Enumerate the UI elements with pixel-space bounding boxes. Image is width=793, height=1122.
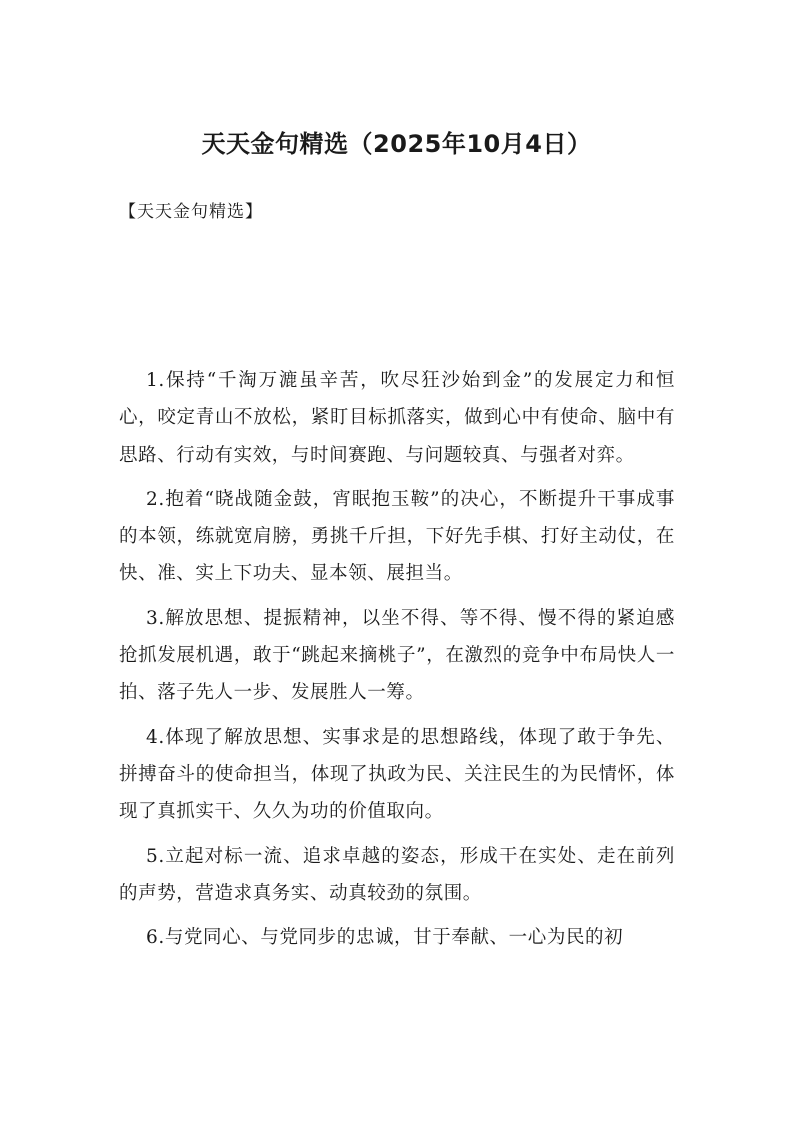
quote-paragraph-5: 5.立起对标一流、追求卓越的姿态，形成干在实处、走在前列的声势，营造求真务实、动真较劲的氛围。 xyxy=(119,845,675,904)
quote-paragraph-3: 3.解放思想、提振精神，以坐不得、等不得、慢不得的紧迫感抢抓发展机遇，敢于“跳起来摘桃子”，在激烈的竞争中布局快人一拍、落子先人一步、发展胜人一筹。 xyxy=(119,607,675,704)
quote-paragraph-1: 1.保持“千淘万漉虽辛苦，吹尽狂沙始到金”的发展定力和恒心，咬定青山不放松，紧盯目标抓落实，做到心中有使命、脑中有思路、行动有实效，与时间赛跑、与问题较真、与强者对弈。 xyxy=(119,370,675,466)
section-label: 【天天金句精选】 xyxy=(119,202,263,222)
quote-paragraph-4: 4.体现了解放思想、实事求是的思想路线，体现了敢于争先、拼搏奋斗的使命担当，体现了执政为民、关注民生的为民情怀，体现了真抓实干、久久为功的价值取向。 xyxy=(119,726,675,823)
quote-paragraph-2: 2.抱着“晓战随金鼓，宵眠抱玉鞍”的决心，不断提升干事成事的本领，练就宽肩膀，勇挑千斤担，下好先手棋、打好主动仗，在快、准、实上下功夫、显本领、展担当。 xyxy=(119,488,675,585)
document-body xyxy=(119,362,675,963)
quote-paragraph-6: 6.与党同心、与党同步的忠诚，甘于奉献、一心为民的初 xyxy=(146,927,624,949)
document-title: 天天金句精选（2025年10月4日） xyxy=(201,130,592,158)
